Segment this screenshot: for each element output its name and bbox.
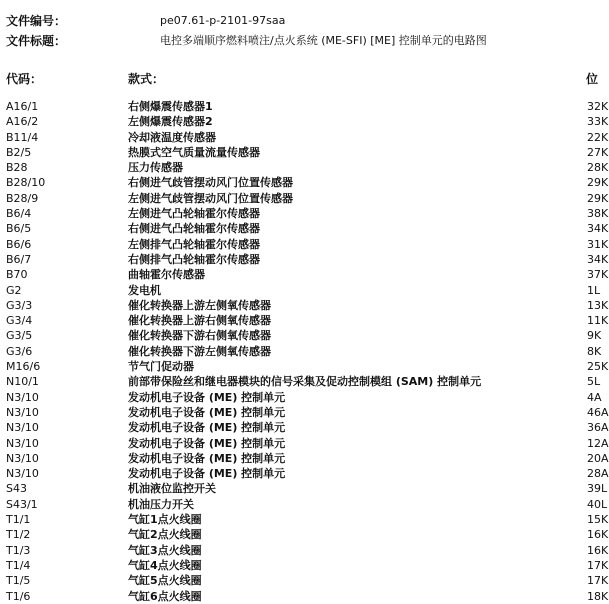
table-row — [0, 589, 609, 604]
table-row — [0, 206, 609, 221]
table-row — [0, 527, 609, 542]
table-row — [0, 130, 609, 145]
component-position: 25K — [587, 360, 609, 374]
component-position: 12A — [587, 436, 609, 450]
component-position: 31K — [587, 237, 609, 251]
component-name: 催化转换器下游右侧氧传感器 — [128, 329, 271, 343]
component-name: 气缸6点火线圈 — [128, 589, 202, 603]
component-position: 29K — [587, 176, 609, 190]
doc-number-value: pe07.61-p-2101-97saa — [160, 14, 286, 27]
component-position: 9K — [587, 329, 602, 343]
component-name: 左侧排气凸轮轴霍尔传感器 — [128, 237, 260, 251]
component-name: 催化转换器上游右侧氧传感器 — [128, 314, 271, 328]
component-name: 气缸4点火线圈 — [128, 558, 202, 572]
component-code: S43 — [6, 482, 27, 496]
table-row — [0, 298, 609, 313]
component-code: S43/1 — [6, 497, 38, 511]
table-row — [0, 390, 605, 405]
table-row — [0, 328, 605, 343]
component-code: B28/9 — [6, 191, 39, 205]
component-name: 催化转换器下游左侧氧传感器 — [128, 344, 271, 358]
component-name: 右侧爆震传感器1 — [128, 100, 213, 113]
component-code: T1/1 — [6, 513, 31, 527]
component-name: 曲轴霍尔传感器 — [128, 268, 205, 282]
doc-number-label: 文件编号： — [6, 14, 67, 28]
component-code: B28/10 — [6, 176, 46, 190]
component-position: 15K — [587, 513, 609, 527]
component-name: 气缸1点火线圈 — [128, 513, 202, 527]
component-name: 热膜式空气质量流量传感器 — [128, 145, 260, 159]
table-row — [0, 191, 609, 206]
component-code: B70 — [6, 268, 28, 282]
component-position: 8K — [587, 344, 602, 358]
column-header-position: 位 — [586, 72, 599, 86]
component-position: 27K — [587, 145, 609, 159]
table-row — [0, 512, 609, 527]
component-name: 发电机 — [128, 283, 161, 297]
component-position: 17K — [587, 558, 609, 572]
component-position: 20A — [587, 451, 609, 465]
component-name: 压力传感器 — [128, 161, 183, 175]
component-code: N3/10 — [6, 436, 39, 450]
component-name: 前部带保险丝和继电器模块的信号采集及促动控制模组 (SAM) 控制单元 — [128, 375, 482, 389]
component-name: 发动机电子设备 (ME) 控制单元 — [128, 390, 286, 404]
component-position: 28A — [587, 467, 609, 481]
table-row — [0, 481, 608, 496]
table-row — [0, 313, 609, 328]
component-position: 18K — [587, 589, 609, 603]
component-code: B6/7 — [6, 252, 32, 266]
component-position: 13K — [587, 298, 609, 312]
component-code: N3/10 — [6, 451, 39, 465]
column-header-code: 代码： — [6, 72, 43, 86]
component-name: 右侧进气凸轮轴霍尔传感器 — [128, 222, 260, 236]
component-position: 16K — [587, 543, 609, 557]
component-code: T1/4 — [6, 558, 31, 572]
table-row — [0, 99, 609, 114]
component-code: B6/6 — [6, 237, 32, 251]
component-code: G2 — [6, 283, 22, 297]
table-row — [0, 359, 609, 374]
component-position: 28K — [587, 161, 609, 175]
component-code: M16/6 — [6, 360, 41, 374]
component-position: 1L — [587, 283, 601, 297]
table-row — [0, 160, 609, 175]
component-code: G3/4 — [6, 314, 33, 328]
component-position: 37K — [587, 268, 609, 282]
component-name: 右侧进气歧管摆动风门位置传感器 — [128, 176, 293, 190]
table-row — [0, 543, 609, 558]
component-position: 39L — [587, 482, 608, 496]
table-row — [0, 252, 609, 267]
component-code: B6/5 — [6, 222, 32, 236]
table-row — [0, 344, 605, 359]
table-row — [0, 420, 609, 435]
table-row — [0, 175, 609, 190]
component-position: 36A — [587, 421, 609, 435]
doc-title-label: 文件标题： — [6, 34, 67, 48]
component-code: A16/2 — [6, 115, 39, 129]
component-code: N3/10 — [6, 390, 39, 404]
component-position: 4A — [587, 390, 602, 404]
component-name: 左侧爆震传感器2 — [128, 115, 213, 129]
component-position: 34K — [587, 222, 609, 236]
table-row — [0, 145, 609, 160]
component-name: 气缸5点火线圈 — [128, 574, 202, 588]
component-name: 发动机电子设备 (ME) 控制单元 — [128, 421, 286, 435]
component-position: 29K — [587, 191, 609, 205]
component-name: 发动机电子设备 (ME) 控制单元 — [128, 451, 286, 465]
component-code: N3/10 — [6, 405, 39, 419]
table-row — [0, 573, 609, 588]
component-code: T1/5 — [6, 574, 31, 588]
component-name: 右侧排气凸轮轴霍尔传感器 — [128, 252, 260, 266]
component-name: 气缸2点火线圈 — [128, 528, 202, 542]
component-position: 22K — [587, 130, 609, 144]
component-name: 节气门促动器 — [128, 360, 194, 374]
component-name: 催化转换器上游左侧氧传感器 — [128, 298, 271, 312]
component-code: G3/6 — [6, 344, 33, 358]
component-code: T1/2 — [6, 528, 31, 542]
component-code: G3/3 — [6, 298, 33, 312]
component-code: T1/6 — [6, 589, 31, 603]
component-name: 左侧进气歧管摆动风门位置传感器 — [128, 191, 293, 205]
component-code: T1/3 — [6, 543, 31, 557]
component-name: 机油液位监控开关 — [128, 482, 216, 496]
component-name: 发动机电子设备 (ME) 控制单元 — [128, 467, 286, 481]
component-code: N3/10 — [6, 467, 39, 481]
component-position: 46A — [587, 405, 609, 419]
doc-title-value: 电控多端顺序燃料喷注/点火系统 (ME-SFI) [ME] 控制单元的电路图 — [160, 34, 487, 47]
component-position: 32K — [587, 100, 609, 113]
table-row — [0, 558, 609, 573]
table-row — [0, 497, 608, 512]
table-row — [0, 221, 609, 236]
component-position: 34K — [587, 252, 609, 266]
component-code: B28 — [6, 161, 28, 175]
table-row — [0, 451, 609, 466]
component-position: 40L — [587, 497, 608, 511]
component-code: N3/10 — [6, 421, 39, 435]
component-position: 5L — [587, 375, 601, 389]
table-row — [0, 466, 609, 481]
component-code: B2/5 — [6, 145, 32, 159]
component-name: 发动机电子设备 (ME) 控制单元 — [128, 405, 286, 419]
component-code: N10/1 — [6, 375, 39, 389]
table-row — [0, 267, 609, 282]
table-row — [0, 283, 605, 298]
component-name: 机油压力开关 — [128, 497, 194, 511]
table-row — [0, 237, 609, 252]
component-code: B11/4 — [6, 130, 39, 144]
column-header-model: 款式： — [128, 72, 165, 86]
component-position: 11K — [587, 314, 609, 328]
component-code: A16/1 — [6, 100, 39, 113]
component-table — [0, 99, 609, 604]
component-code: G3/5 — [6, 329, 33, 343]
component-position: 33K — [587, 115, 609, 129]
component-name: 发动机电子设备 (ME) 控制单元 — [128, 436, 286, 450]
table-row — [0, 374, 605, 389]
component-position: 16K — [587, 528, 609, 542]
component-position: 38K — [587, 207, 609, 221]
component-name: 气缸3点火线圈 — [128, 543, 202, 557]
component-position: 17K — [587, 574, 609, 588]
component-name: 冷却液温度传感器 — [128, 130, 216, 144]
table-row — [0, 436, 609, 451]
component-name: 左侧进气凸轮轴霍尔传感器 — [128, 207, 260, 221]
table-row — [0, 114, 609, 129]
table-row — [0, 405, 609, 420]
component-code: B6/4 — [6, 207, 32, 221]
